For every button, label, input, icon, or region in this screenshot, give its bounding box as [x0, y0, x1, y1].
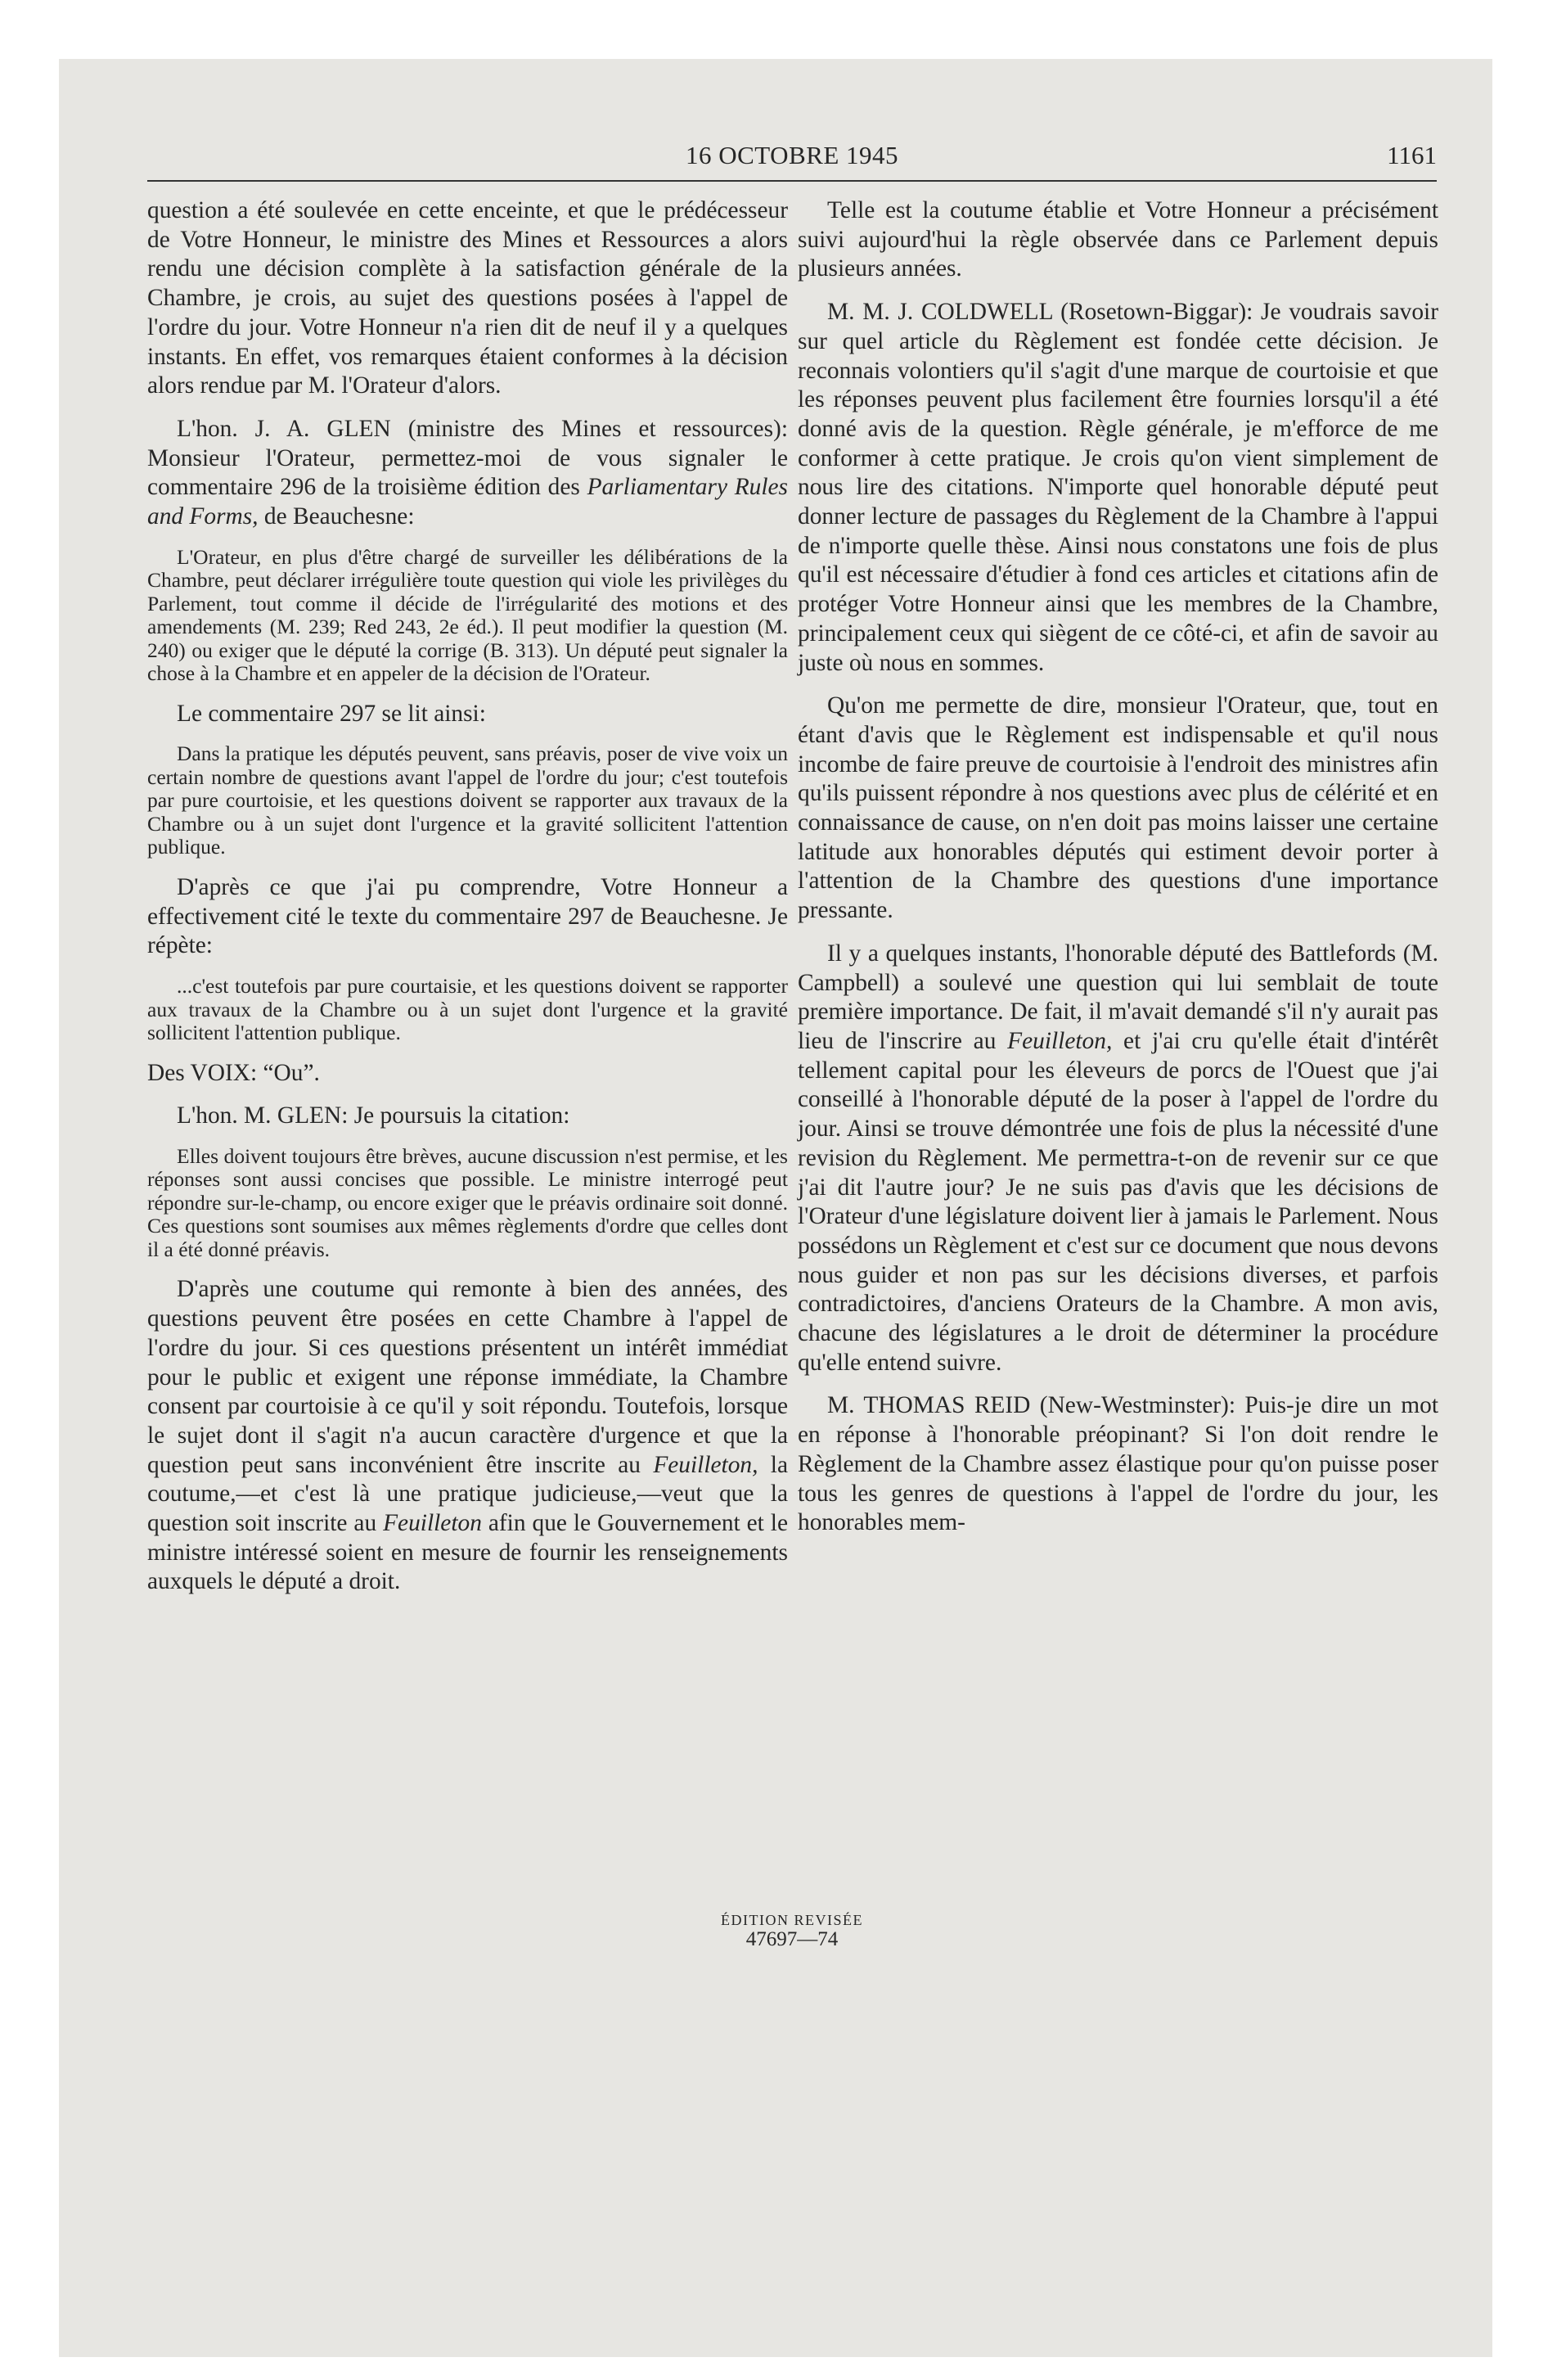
- header-date: 16 OCTOBRE 1945: [685, 141, 899, 169]
- page-number: 1161: [1387, 141, 1437, 169]
- italic-term: Feuilleton,: [653, 1451, 758, 1478]
- paragraph: [798, 940, 1438, 1378]
- document-page: [59, 59, 1492, 2357]
- paragraph: D'après ce que j'ai pu comprendre, Votre Honneur a effectivement cité le texte du commentaire 297 de Beauchesne. Je répète:: [147, 873, 788, 959]
- edition-label: ÉDITION REVISÉE: [721, 1912, 863, 1928]
- quotation: Elles doivent toujours être brèves, aucune discussion n'est permise, et les réponses sont aussi concises que possible. Le ministre interrogé peut répondre sur-le-champ, ou encore exiger que le préavis ordinaire soit donné. Ces questions sont soumises aux mêmes règlements d'ordre que celles dont il a été donné préavis.: [147, 1143, 788, 1261]
- italic-term: Feuilleton: [383, 1510, 482, 1537]
- paragraph: M. THOMAS REID (New-Westminster): Puis-je dire un mot en réponse à l'honorable préopinant? Si l'on doit rendre le Règlement de la Chambre assez élastique pour qu'on puisse poser tous les genres de questions à l'appel de l'ordre du jour, les honorables mem-: [798, 1392, 1438, 1536]
- text-span: et j'ai cru qu'elle était d'intérêt tellement capital pour les éleveurs de porcs de l'Ouest que j'ai conseillé à l'honorable député de la poser à l'appel de l'ordre du jour. Ainsi se trouve démontrée une fois de plus la nécessité d'une revision du Règlement. Me permettra-t-on de revenir sur ce que j'ai dit l'autre jour? Je ne suis pas d'avis que les décisions de l'Orateur d'une législature doivent lier à jamais le Parlement. Nous possédons un Règlement et c'est sur ce document que nous devons nous guider et non pas sur les décisions diverses, et parfois contradictoires, d'anciens Orateurs de la Chambre. A mon avis, chacune des législatures a le droit de déterminer la procédure qu'elle entend suivre.: [798, 1027, 1438, 1376]
- text-span: Il y a quelques instants, l'honorable député des Battlefords (M. Campbell) a soulevé une question qui lui semblait de toute première importance. De fait, il m'avait demandé s'il n'y aurait pas lieu de l'inscrire au: [798, 940, 1438, 1054]
- text-span: afin que le Gouvernement et le ministre intéressé soient en mesure de fournir les renseignements auxquels le député a droit.: [147, 1510, 789, 1595]
- quotation: L'Orateur, en plus d'être chargé de surveiller les délibérations de la Chambre, peut déclarer irrégulière toute question qui viole les privilèges du Parlement, tout comme il décide de l'irrégularité des motions et des amendements (M. 239; Red 243, 2e éd.). Il peut modifier la question (M. 240) ou exiger que le député la corrige (B. 313). Un député peut signaler la chose à la Chambre et en appeler de la décision de l'Orateur.: [147, 544, 788, 686]
- book-title: Parliamentary Rules and Forms,: [147, 474, 788, 530]
- paragraph: [147, 1275, 788, 1597]
- paragraph: question a été soulevée en cette enceinte, et que le prédécesseur de Votre Honneur, le ministre des Mines et Ressources a alors rendu une décision complète à la satisfaction générale de la Chambre, je crois, au sujet des questions posées à l'appel de l'ordre du jour. Votre Honneur n'a rien dit de neuf il y a quelques instants. En effet, vos remarques étaient conformes à la décision alors rendue par M. l'Orateur d'alors.: [147, 197, 788, 399]
- text-span: D'après une coutume qui remonte à bien des années, des questions peuvent être posées en cette Chambre à l'appel de l'ordre du jour. Si ces questions présentent un intérêt immédiat pour le public et exigent une réponse immédiate, la Chambre consent par courtoisie à ce qu'il y soit répondu. Toutefois, lorsque le sujet dont il s'agit n'a aucun caractère d'urgence et que la question peut sans inconvénient être inscrite au: [147, 1276, 788, 1478]
- text-span: de Beauchesne:: [258, 503, 415, 530]
- paragraph: Le commentaire 297 se lit ainsi:: [177, 700, 486, 727]
- quotation: Dans la pratique les députés peuvent, sans préavis, poser de vive voix un certain nombre de questions avant l'appel de l'ordre du jour; c'est toutefois par pure courtoisie, et les questions doivent se rapporter aux travaux de la Chambre ou à un sujet dont l'urgence et la gravité sollicitent l'attention publique.: [147, 741, 788, 859]
- paragraph: Telle est la coutume établie et Votre Honneur a précisément suivi aujourd'hui la règle observée dans ce Parlement depuis plusieurs années.: [798, 197, 1438, 282]
- quotation: ...c'est toutefois par pure courtaisie, et les questions doivent se rapporter aux travaux de la Chambre ou à un sujet dont l'urgence et la gravité sollicitent l'attention publique.: [147, 974, 788, 1045]
- paragraph: Des VOIX: “Ou”.: [147, 1059, 320, 1086]
- header-rule: [147, 180, 1437, 182]
- paragraph: [147, 415, 788, 532]
- right-column: [798, 196, 1438, 1538]
- text-span: la coutume,—et c'est là une pratique judicieuse,—veut que la question soit inscrite au: [147, 1451, 789, 1537]
- page-footer: [147, 1910, 1437, 1950]
- italic-term: Feuilleton,: [1007, 1027, 1113, 1054]
- text-span: L'hon. J. A. GLEN (ministre des Mines et ressources): Monsieur l'Orateur, permettez-moi de vous signaler le commentaire 296 de la troisième édition des: [147, 415, 788, 501]
- paragraph: L'hon. M. GLEN: Je poursuis la citation:: [177, 1102, 570, 1129]
- paragraph: Qu'on me permette de dire, monsieur l'Orateur, que, tout en étant d'avis que le Règlement est indispensable et qu'il nous incombe de faire preuve de courtoisie à l'endroit des ministres afin qu'ils puissent répondre à nos questions avec plus de célérité et en connaissance de cause, on n'en doit pas moins laisser une certaine latitude aux honorables députés qui estiment devoir porter à l'attention de la Chambre des questions d'une importance pressante.: [798, 692, 1438, 924]
- print-code: 47697—74: [745, 1928, 839, 1950]
- paragraph: M. M. J. COLDWELL (Rosetown-Biggar): Je voudrais savoir sur quel article du Règlement est fondée cette décision. Je reconnais volontiers qu'il s'agit d'une marque de courtoisie et que les réponses peuvent plus facilement être fournies lorsqu'il a été donné avis de la question. Règle générale, je m'efforce de me conformer à cette pratique. Je crois qu'on vient simplement de nous lire des citations. N'importe quel honorable député peut donner lecture de passages du Règlement de la Chambre à l'appui de n'importe quelle thèse. Ainsi nous constatons une fois de plus qu'il est nécessaire d'étudier à fond ces articles et citations afin de protéger Votre Honneur ainsi que les membres de la Chambre, principalement ceux qui siègent de ce côté-ci, et afin de savoir au juste où nous en sommes.: [798, 299, 1438, 676]
- page-header: [147, 141, 1437, 182]
- left-column: [147, 196, 788, 1597]
